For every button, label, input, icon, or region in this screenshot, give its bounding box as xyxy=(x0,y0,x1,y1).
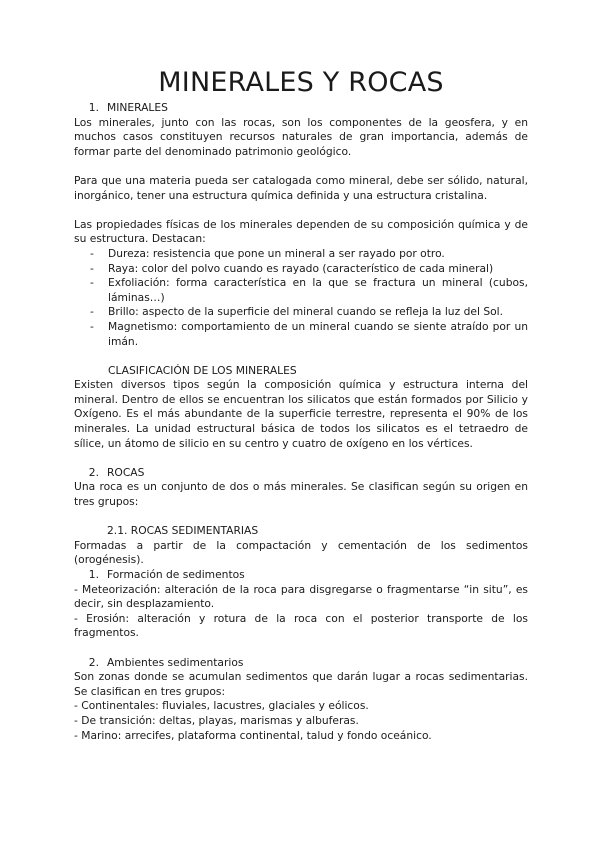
physical-properties-paragraph: Las propiedades físicas de los minerales dependen de su composición química y de su estructura. Destacan: xyxy=(74,217,528,246)
weathering-line: - Meteorización: alteración de la roca para disgregarse o fragmentarse “in situ”, es decir, sin desplazamiento. xyxy=(74,582,528,611)
sediment-formation-heading: 1. Formación de sedimentos xyxy=(88,568,245,581)
section-1-heading xyxy=(74,101,528,116)
properties-list xyxy=(74,247,528,349)
document-title: MINERALES Y ROCAS xyxy=(158,67,444,98)
erosion-line: - Erosión: alteración y rotura de la roca con el posterior transporte de los fragmentos. xyxy=(74,611,528,640)
minerals-intro-paragraph: Los minerales, junto con las rocas, son los componentes de la geosfera, y en muchos casos constituyen recursos naturales de gran importancia, además de formar parte del denominado patrimonio geológico. xyxy=(74,115,528,158)
list-item: - Exfoliación: forma característica en la que se fractura un mineral (cubos, láminas…) xyxy=(90,276,528,304)
sedimentary-paragraph: Formadas a partir de la compactación y cementación de los sedimentos (orogénesis). xyxy=(74,538,528,567)
sedimentary-environments-heading: 2. Ambientes sedimentarios xyxy=(88,655,244,669)
list-item: - Magnetismo: comportamiento de un mineral cuando se siente atraído por un imán. xyxy=(90,319,528,348)
section-2-title: ROCAS xyxy=(107,465,145,479)
classification-heading: CLASIFICACIÓN DE LOS MINERALES xyxy=(108,363,297,377)
continental-line: - Continentales: fluviales, lacustres, glaciales y eólicos. xyxy=(74,699,369,713)
rocks-intro-paragraph: Una roca es un conjunto de dos o más minerales. Se clasifican según su origen en tres grupos: xyxy=(74,480,528,509)
section-2-heading xyxy=(74,466,528,481)
section-1-title: MINERALES xyxy=(107,101,168,114)
document-page xyxy=(74,66,528,743)
transition-line: - De transición: deltas, playas, marismas y albuferas. xyxy=(74,713,359,727)
list-item: - Brillo: aspecto de la superficie del mineral cuando se refleja la luz del Sol. xyxy=(90,305,504,319)
section-2-number: 2. xyxy=(88,465,99,479)
classification-paragraph: Existen diversos tipos según la composición química y estructura interna del mineral. Dentro de ellos se encuentran los silicatos que están formados por Silicio y Oxígeno. Es el más abundante de la superficie terrestre, representa el 90% de los minerales. La unidad estructural básica de todos los silicatos es el tetraedro de sílice, un átomo de silicio en su centro y cuatro de oxígeno en los vértices. xyxy=(74,378,528,450)
mineral-definition-paragraph: Para que una materia pueda ser catalogada como mineral, debe ser sólido, natural, inorgánico, tener una estructura química definida y una estructura cristalina. xyxy=(74,173,528,202)
marine-line: - Marino: arrecifes, plataforma continental, talud y fondo oceánico. xyxy=(74,728,432,742)
sedimentary-heading: 2.1. ROCAS SEDIMENTARIAS xyxy=(107,524,259,538)
list-item: - Raya: color del polvo cuando es rayado (característico de cada mineral) xyxy=(90,261,494,275)
environments-paragraph: Son zonas donde se acumulan sedimentos que darán lugar a rocas sedimentarias. Se clasifican en tres grupos: xyxy=(74,670,528,698)
section-1-number: 1. xyxy=(88,101,99,114)
list-item: - Dureza: resistencia que pone un mineral a ser rayado por otro. xyxy=(90,246,445,260)
